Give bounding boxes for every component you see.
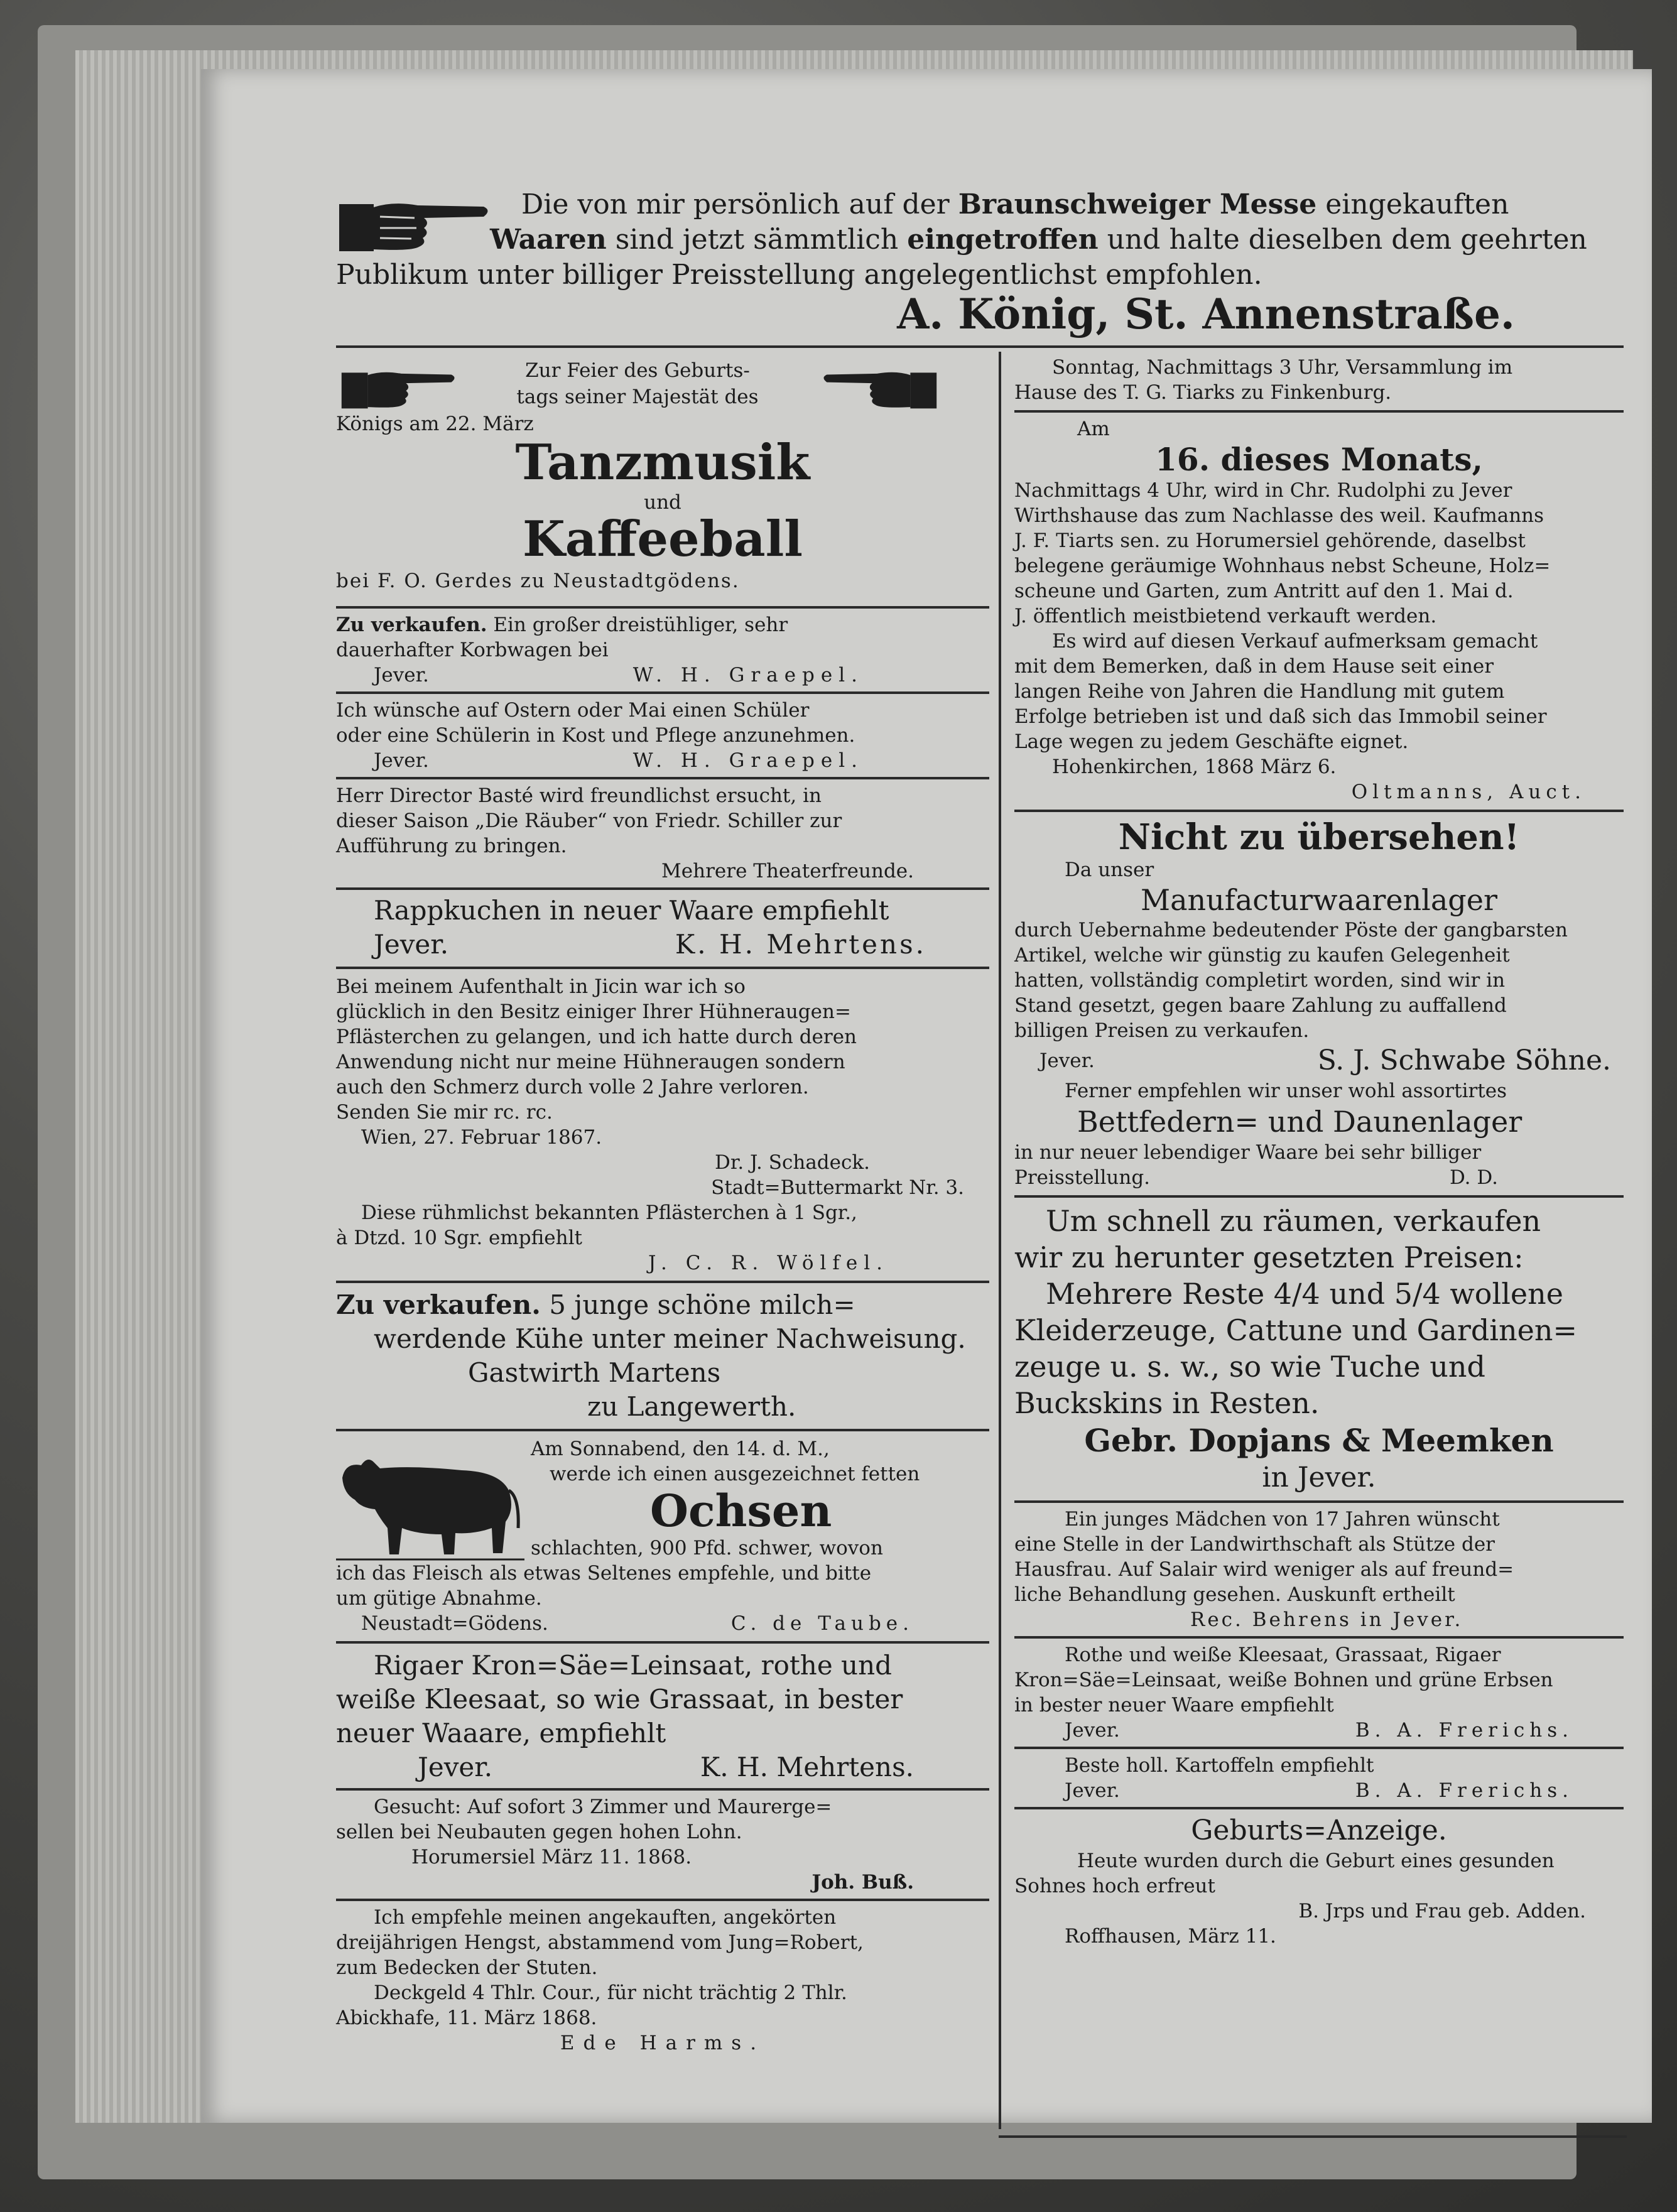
left-column [336, 355, 989, 2056]
manufactur-place: Jever. [1039, 1049, 1095, 1072]
verkauf-line2: Wirthshause das zum Nachlasse des weil. Kaufmanns [1014, 504, 1544, 527]
top-ad-line2: Waaren sind jetzt sämmtlich eingetroffen und halte dieselben dem geehrten [490, 224, 1587, 256]
verkauf-line11: Lage wegen zu jedem Geschäfte eignet. [1014, 730, 1409, 753]
raeumen-line2: wir zu herunter gesetzten Preisen: [1014, 1240, 1524, 1274]
kuehe-line4: zu Langewerth. [587, 1391, 796, 1422]
manufactur-line6: Ferner empfehlen wir unser wohl assortirtes [1065, 1080, 1507, 1102]
hengst-date: Abickhafe, 11. März 1868. [336, 2007, 597, 2029]
manufactur-title: Manufacturwaarenlager [1141, 883, 1497, 917]
hengst-line1: Ich empfehle meinen angekauften, angekörten [374, 1906, 837, 1929]
ad-korbwagen [336, 606, 989, 688]
schueler-line1: Ich wünsche auf Ostern oder Mai einen Schüler [336, 699, 810, 722]
leinsaat-line3: neuer Waaare, empfiehlt [336, 1718, 666, 1748]
maedchen-line2: eine Stelle in der Landwirthschaft als Stütze der [1014, 1533, 1495, 1556]
leinsaat-name: K. H. Mehrtens. [700, 1752, 914, 1782]
ad-pflaster [336, 967, 989, 1276]
kleesaat-line2: Kron=Säe=Leinsaat, weiße Bohnen und grüne Erbsen [1014, 1669, 1553, 1691]
ochsen-line4: ich das Fleisch als etwas Seltenes empfehle, und bitte [336, 1562, 872, 1585]
ad-leinsaat [336, 1641, 989, 1784]
pflaster-line4: Anwendung nicht nur meine Hühneraugen sondern [336, 1051, 845, 1073]
ad-kuehe [336, 1281, 989, 1424]
verkauf-signature: Oltmanns, Auct. [1351, 781, 1586, 803]
pointing-hand-icon [336, 192, 493, 261]
manufactur-line5: billigen Preisen zu verkaufen. [1014, 1019, 1310, 1042]
kuehe-line1: 5 junge schöne milch= [549, 1289, 855, 1320]
raeumen-line4: Kleiderzeuge, Cattune und Gardinen= [1014, 1313, 1578, 1347]
rapp-line1: Rappkuchen in neuer Waare empfiehlt [374, 895, 889, 926]
right-column [1014, 355, 1624, 1949]
ball-title-kaffeeball: Kaffeeball [523, 511, 803, 568]
column-divider [999, 352, 1001, 2129]
geburt-head: Geburts=Anzeige. [1191, 1814, 1447, 1846]
ad-tanzmusik [336, 355, 989, 606]
ball-title-tanzmusik: Tanzmusik [515, 434, 810, 491]
leinsaat-line2: weiße Kleesaat, so wie Grassaat, in bester [336, 1684, 903, 1715]
schueler-line2: oder eine Schülerin in Kost und Pflege anzunehmen. [336, 724, 855, 747]
pflaster-line1: Bei meinem Aufenthalt in Jicin war ich so [336, 975, 746, 998]
kuehe-line3: Gastwirth Martens [468, 1357, 721, 1388]
pflaster-line5: auch den Schmerz durch volle 2 Jahre verloren. [336, 1076, 809, 1098]
hengst-line3: zum Bedecken der Stuten. [336, 1956, 598, 1979]
korbwagen-line2: dauerhafter Korbwagen bei [336, 639, 609, 661]
hengst-name: Ede Harms. [560, 2032, 766, 2054]
ox-icon [336, 1440, 524, 1566]
maedchen-line1: Ein junges Mädchen von 17 Jahren wünscht [1065, 1508, 1500, 1531]
theater-line2: dieser Saison „Die Räuber“ von Friedr. Schiller zur [336, 810, 842, 832]
verkauf-place-date: Hohenkirchen, 1868 März 6. [1052, 756, 1337, 778]
ball-line2: tags seiner Majestät des [516, 386, 759, 408]
geburt-line3: B. Jrps und Frau geb. Adden. [1298, 1900, 1586, 1922]
maedchen-signature: Rec. Behrens in Jever. [1190, 1608, 1463, 1631]
ad-geburt [1014, 1807, 1624, 1949]
verkauf-line10: Erfolge betrieben ist und daß sich das Immobil seiner [1014, 705, 1547, 728]
newspaper-page [201, 69, 1652, 2123]
hengst-line2: dreijährigen Hengst, abstammend vom Jung=Robert, [336, 1931, 864, 1954]
korbwagen-place: Jever. [374, 664, 429, 686]
ochsen-title: Ochsen [650, 1485, 832, 1537]
kartoffeln-place: Jever. [1065, 1779, 1120, 1802]
kartoffeln-name: B. A. Frerichs. [1355, 1779, 1573, 1802]
theater-signature: Mehrere Theaterfreunde. [661, 860, 914, 882]
ball-host: bei F. O. Gerdes zu Neustadtgödens. [336, 570, 740, 592]
pointing-hand-icon [820, 361, 939, 418]
verkauf-line7: Es wird auf diesen Verkauf aufmerksam gemacht [1052, 630, 1538, 653]
ad-maedchen [1014, 1500, 1624, 1632]
ad-rappkuchen [336, 887, 989, 962]
bottom-rule [999, 2135, 1627, 2138]
theater-line1: Herr Director Basté wird freundlichst ersucht, in [336, 784, 822, 807]
manufactur-da: Da unser [1065, 859, 1154, 881]
ad-schueler [336, 691, 989, 773]
kuehe-line2: werdende Kühe unter meiner Nachweisung. [374, 1323, 966, 1354]
pflaster-line6: Senden Sie mir rc. rc. [336, 1101, 553, 1124]
gesucht-line1: Gesucht: Auf sofort 3 Zimmer und Maurerge= [374, 1796, 832, 1818]
korbwagen-line1: Ein großer dreistühliger, sehr [493, 614, 788, 636]
pflaster-line7: Diese rühmlichst bekannten Pflästerchen à 1 Sgr., [361, 1201, 857, 1224]
ochsen-line5: um gütige Abnahme. [336, 1587, 542, 1610]
rapp-name: K. H. Mehrtens. [675, 929, 926, 960]
top-ad-line3: Publikum unter billiger Preisstellung angelegentlichst empfohlen. [336, 259, 1262, 291]
manufactur-line8: Preisstellung. [1014, 1166, 1151, 1189]
manufactur-line2: Artikel, welche wir günstig zu kaufen Gelegenheit [1014, 944, 1510, 967]
ball-line1: Zur Feier des Geburts- [525, 359, 750, 382]
verkauf-date: 16. dieses Monats, [1155, 441, 1483, 478]
verkauf-line1: Nachmittags 4 Uhr, wird in Chr. Rudolphi zu Jever [1014, 479, 1512, 502]
rapp-place: Jever. [374, 929, 449, 960]
kartoffeln-line1: Beste holl. Kartoffeln empfiehlt [1065, 1754, 1374, 1777]
ochsen-line3: schlachten, 900 Pfd. schwer, wovon [531, 1537, 883, 1559]
ad-raeumen [1014, 1195, 1624, 1495]
gesucht-name: Joh. Buß. [811, 1871, 914, 1894]
manufactur-sig2: D. D. [1449, 1166, 1498, 1189]
kuehe-head: Zu verkaufen. [336, 1289, 541, 1320]
ochsen-name: C. de Taube. [730, 1612, 914, 1635]
korbwagen-head: Zu verkaufen. [336, 614, 487, 636]
leinsaat-line1: Rigaer Kron=Säe=Leinsaat, rothe und [374, 1650, 893, 1681]
manufactur-line3: hatten, vollständig completirt worden, sind wir in [1014, 969, 1506, 992]
top-ad-line1: Die von mir persönlich auf der Braunschweiger Messe eingekauften [521, 188, 1509, 220]
ad-hengst [336, 1899, 989, 2056]
gesucht-date: Horumersiel März 11. 1868. [411, 1846, 692, 1868]
manufactur-line1: durch Uebernahme bedeutender Pöste der gangbarsten [1014, 919, 1568, 941]
ad-versammlung [1014, 355, 1624, 405]
verkauf-line5: scheune und Garten, zum Antritt auf den 1. Mai d. [1014, 580, 1514, 602]
ball-und: und [644, 491, 681, 514]
raeumen-line6: Buckskins in Resten. [1014, 1386, 1320, 1420]
ochsen-place: Neustadt=Gödens. [361, 1612, 548, 1635]
kleesaat-line1: Rothe und weiße Kleesaat, Grassaat, Rigaer [1065, 1644, 1501, 1666]
manufactur-firm: S. J. Schwabe Söhne. [1317, 1044, 1611, 1076]
verkauf-am: Am [1077, 418, 1110, 440]
raeumen-line1: Um schnell zu räumen, verkaufen [1046, 1204, 1541, 1238]
versammlung-line2: Hause des T. G. Tiarks zu Finkenburg. [1014, 381, 1392, 404]
verkauf-line3: J. F. Tiarts sen. zu Horumersiel gehörende, daselbst [1014, 529, 1526, 552]
theater-line3: Aufführung zu bringen. [336, 835, 567, 857]
kleesaat-place: Jever. [1065, 1719, 1120, 1742]
ad-manufactur [1014, 810, 1624, 1190]
ad-hausverkauf [1014, 410, 1624, 805]
raeumen-firm: Gebr. Dopjans & Meemken [1084, 1422, 1554, 1459]
pflaster-line8: à Dtzd. 10 Sgr. empfiehlt [336, 1227, 582, 1249]
manufactur-line7: in nur neuer lebendiger Waare bei sehr billiger [1014, 1141, 1482, 1164]
ochsen-line1: Am Sonnabend, den 14. d. M., [531, 1438, 830, 1460]
ochsen-line2: werde ich einen ausgezeichnet fetten [550, 1463, 920, 1485]
versammlung-line1: Sonntag, Nachmittags 3 Uhr, Versammlung im [1052, 356, 1513, 379]
top-ad-signature: A. König, St. Annenstraße. [897, 290, 1515, 339]
pflaster-line3: Pflästerchen zu gelangen, und ich hatte durch deren [336, 1026, 857, 1048]
raeumen-place: in Jever. [1262, 1461, 1376, 1494]
hengst-line4: Deckgeld 4 Thlr. Cour., für nicht trächtig 2 Thlr. [374, 1982, 847, 2004]
raeumen-line5: zeuge u. s. w., so wie Tuche und [1014, 1350, 1485, 1384]
manufactur-line4: Stand gesetzt, gegen baare Zahlung zu auffallend [1014, 994, 1507, 1017]
verkauf-line4: belegene geräumige Wohnhaus nebst Scheune, Holz= [1014, 555, 1551, 577]
top-rule [336, 345, 1624, 348]
kleesaat-line3: in bester neuer Waare empfiehlt [1014, 1694, 1334, 1716]
ball-line3: Königs am 22. März [336, 413, 534, 435]
ad-gesucht [336, 1788, 989, 1895]
pointing-hand-icon [339, 361, 459, 418]
ad-kleesaat [1014, 1636, 1624, 1743]
verkauf-line6: J. öffentlich meistbietend verkauft werden. [1014, 605, 1437, 627]
verkauf-line8: mit dem Bemerken, daß in dem Hause seit einer [1014, 655, 1494, 678]
geburt-date: Roffhausen, März 11. [1065, 1925, 1276, 1948]
leinsaat-place: Jever. [418, 1752, 493, 1782]
geburt-line2: Sohnes hoch erfreut [1014, 1875, 1215, 1897]
ad-theater [336, 777, 989, 884]
verkauf-line9: langen Reihe von Jahren die Handlung mit gutem [1014, 680, 1505, 703]
pflaster-sig3: J. C. R. Wölfel. [648, 1252, 889, 1274]
manufactur-title2: Bettfedern= und Daunenlager [1077, 1105, 1522, 1139]
kleesaat-name: B. A. Frerichs. [1355, 1719, 1573, 1742]
maedchen-line3: Hausfrau. Auf Salair wird weniger als auf freund= [1014, 1558, 1514, 1581]
pflaster-date: Wien, 27. Februar 1867. [361, 1126, 602, 1149]
pflaster-sig1: Dr. J. Schadeck. [715, 1151, 870, 1174]
gesucht-line2: sellen bei Neubauten gegen hohen Lohn. [336, 1821, 742, 1843]
pflaster-line2: glücklich in den Besitz einiger Ihrer Hühneraugen= [336, 1000, 851, 1023]
manufactur-head: Nicht zu übersehen! [1118, 816, 1520, 858]
geburt-line1: Heute wurden durch die Geburt eines gesunden [1077, 1850, 1555, 1872]
ad-ochsen [336, 1429, 989, 1636]
raeumen-line3: Mehrere Reste 4/4 und 5/4 wollene [1046, 1277, 1563, 1311]
pflaster-sig2: Stadt=Buttermarkt Nr. 3. [711, 1176, 964, 1199]
schueler-name: W. H. Graepel. [632, 749, 864, 772]
schueler-place: Jever. [374, 749, 429, 772]
maedchen-line4: liche Behandlung gesehen. Auskunft ertheilt [1014, 1583, 1455, 1606]
korbwagen-name: W. H. Graepel. [632, 664, 864, 686]
ad-kartoffeln [1014, 1747, 1624, 1803]
